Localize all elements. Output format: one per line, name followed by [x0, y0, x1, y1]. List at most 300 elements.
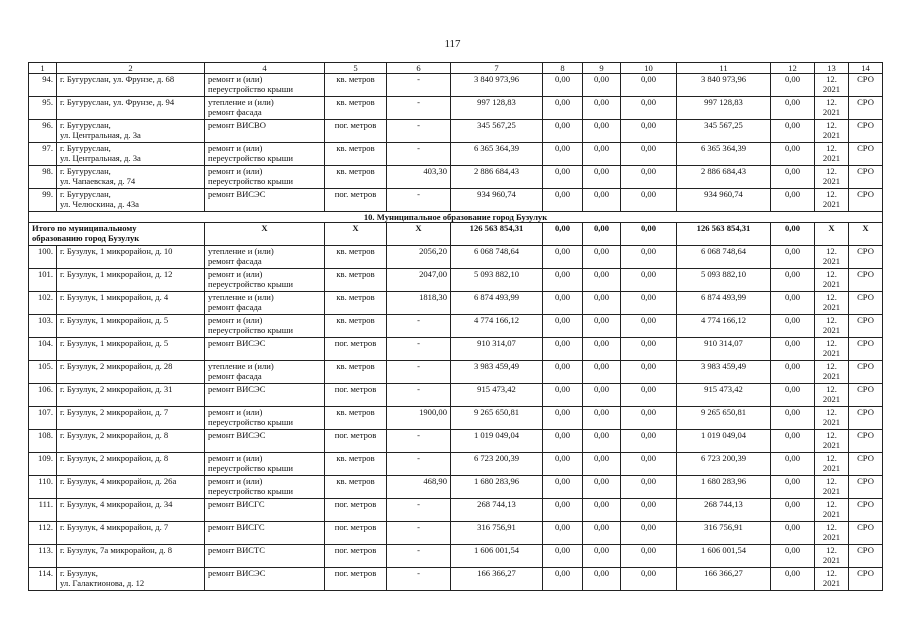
table-row — [29, 246, 883, 269]
total-cost-cell: 910 314,07 — [677, 338, 771, 361]
table-row — [29, 143, 883, 166]
column-number: 1 — [29, 63, 57, 74]
address-cell — [57, 407, 205, 430]
deadline-cell — [815, 120, 849, 143]
deadline-cell — [815, 522, 849, 545]
total-value-cell: 0,00 — [771, 223, 815, 246]
unit-cell: пог. метров — [325, 545, 387, 568]
address-cell — [57, 545, 205, 568]
work-type-cell — [205, 97, 325, 120]
total-cost-cell: 997 128,83 — [677, 97, 771, 120]
column-number-row — [29, 63, 883, 74]
work-type-cell-line: ремонт ВИСЭС — [208, 338, 266, 348]
value-cell: 0,00 — [543, 522, 583, 545]
column-number: 7 — [451, 63, 543, 74]
unit-cell: пог. метров — [325, 568, 387, 591]
unit-cell: пог. метров — [325, 499, 387, 522]
value-cell: 0,00 — [583, 269, 621, 292]
work-type-cell-line: ремонт ВИСТС — [208, 545, 266, 555]
address-cell — [57, 269, 205, 292]
total-cost-cell: 5 093 882,10 — [677, 269, 771, 292]
row-number: 114. — [29, 568, 57, 591]
value-cell: 0,00 — [583, 522, 621, 545]
deadline-cell — [815, 407, 849, 430]
method-cell: СРО — [849, 476, 883, 499]
total-cost-cell: 915 473,42 — [677, 384, 771, 407]
work-type-cell — [205, 384, 325, 407]
address-cell — [57, 97, 205, 120]
quantity-cell: 403,30 — [387, 166, 451, 189]
deadline-cell-line: 2021 — [822, 371, 841, 381]
method-cell: СРО — [849, 97, 883, 120]
total-cost-cell: 345 567,25 — [677, 120, 771, 143]
value-cell: 0,00 — [621, 453, 677, 476]
deadline-cell-line: 12. — [826, 338, 837, 348]
address-cell — [57, 189, 205, 212]
work-type-cell — [205, 568, 325, 591]
work-type-cell-line: ремонт ВИСГС — [208, 499, 265, 509]
deadline-cell-line: 2021 — [822, 176, 841, 186]
method-cell: СРО — [849, 166, 883, 189]
cost-cell: 6 365 364,39 — [451, 143, 543, 166]
value-cell: 0,00 — [543, 361, 583, 384]
deadline-cell-line: 2021 — [822, 256, 841, 266]
total-cost-cell: 3 983 459,49 — [677, 361, 771, 384]
address-cell-line: г. Бугуруслан, — [60, 120, 111, 130]
table-row — [29, 74, 883, 97]
table-row — [29, 568, 883, 591]
address-cell — [57, 476, 205, 499]
address-cell-line: ул. Галактионова, д. 12 — [60, 578, 145, 588]
total-value-cell: 0,00 — [583, 223, 621, 246]
page-number: 117 — [444, 38, 461, 50]
work-type-cell-line: утепление и (или) — [208, 361, 274, 371]
row-number: 100. — [29, 246, 57, 269]
unit-cell: пог. метров — [325, 338, 387, 361]
total-cost-cell: 6 365 364,39 — [677, 143, 771, 166]
value-cell: 0,00 — [771, 292, 815, 315]
deadline-cell-line: 12. — [826, 143, 837, 153]
work-type-cell-line: переустройство крыши — [208, 463, 293, 473]
deadline-cell-line: 2021 — [822, 279, 841, 289]
address-cell-line: г. Бузулук, 1 микрорайон, д. 5 — [60, 338, 169, 348]
method-cell: СРО — [849, 246, 883, 269]
row-number: 109. — [29, 453, 57, 476]
table-row — [29, 315, 883, 338]
unit-cell: пог. метров — [325, 384, 387, 407]
cost-cell: 166 366,27 — [451, 568, 543, 591]
unit-cell: кв. метров — [325, 97, 387, 120]
total-cost-cell: 4 774 166,12 — [677, 315, 771, 338]
cost-cell: 3 983 459,49 — [451, 361, 543, 384]
work-type-cell-line: ремонт фасада — [208, 256, 262, 266]
work-type-cell — [205, 522, 325, 545]
work-type-cell — [205, 453, 325, 476]
method-cell: СРО — [849, 545, 883, 568]
value-cell: 0,00 — [771, 74, 815, 97]
total-label — [29, 223, 205, 246]
value-cell: 0,00 — [771, 522, 815, 545]
value-cell: 0,00 — [771, 476, 815, 499]
cost-cell: 6 723 200,39 — [451, 453, 543, 476]
value-cell: 0,00 — [543, 315, 583, 338]
value-cell: 0,00 — [771, 338, 815, 361]
value-cell: 0,00 — [583, 246, 621, 269]
deadline-cell-line: 12. — [826, 246, 837, 256]
row-number: 113. — [29, 545, 57, 568]
unit-cell: кв. метров — [325, 476, 387, 499]
value-cell: 0,00 — [543, 430, 583, 453]
unit-cell: пог. метров — [325, 120, 387, 143]
quantity-cell: 2047,00 — [387, 269, 451, 292]
work-type-cell-line: утепление и (или) — [208, 292, 274, 302]
value-cell: 0,00 — [771, 189, 815, 212]
column-number: 9 — [583, 63, 621, 74]
cost-cell: 5 093 882,10 — [451, 269, 543, 292]
total-value-cell: 0,00 — [543, 223, 583, 246]
cost-cell: 1 606 001,54 — [451, 545, 543, 568]
value-cell: 0,00 — [583, 361, 621, 384]
address-cell-line: г. Бузулук, 1 микрорайон, д. 5 — [60, 315, 169, 325]
table-row — [29, 269, 883, 292]
value-cell: 0,00 — [543, 189, 583, 212]
table-row — [29, 384, 883, 407]
value-cell: 0,00 — [583, 545, 621, 568]
unit-cell: кв. метров — [325, 143, 387, 166]
capital-repair-table — [28, 62, 883, 591]
work-type-cell — [205, 269, 325, 292]
row-number: 101. — [29, 269, 57, 292]
quantity-cell: - — [387, 338, 451, 361]
deadline-cell-line: 12. — [826, 430, 837, 440]
unit-cell: пог. метров — [325, 189, 387, 212]
deadline-cell-line: 2021 — [822, 199, 841, 209]
work-type-cell-line: ремонт и (или) — [208, 269, 263, 279]
total-x-cell: Х — [815, 223, 849, 246]
table-row — [29, 407, 883, 430]
value-cell: 0,00 — [543, 476, 583, 499]
value-cell: 0,00 — [583, 120, 621, 143]
row-number: 111. — [29, 499, 57, 522]
work-type-cell-line: переустройство крыши — [208, 486, 293, 496]
column-number: 4 — [205, 63, 325, 74]
quantity-cell: 2056,20 — [387, 246, 451, 269]
row-number: 102. — [29, 292, 57, 315]
table-row — [29, 545, 883, 568]
quantity-cell: - — [387, 74, 451, 97]
cost-cell: 316 756,91 — [451, 522, 543, 545]
address-cell-line: г. Бузулук, 1 микрорайон, д. 12 — [60, 269, 173, 279]
work-type-cell-line: переустройство крыши — [208, 84, 293, 94]
table-row — [29, 120, 883, 143]
deadline-cell — [815, 545, 849, 568]
row-number: 98. — [29, 166, 57, 189]
value-cell: 0,00 — [771, 97, 815, 120]
work-type-cell-line: утепление и (или) — [208, 246, 274, 256]
column-number: 2 — [57, 63, 205, 74]
address-cell — [57, 361, 205, 384]
method-cell: СРО — [849, 315, 883, 338]
row-number: 103. — [29, 315, 57, 338]
value-cell: 0,00 — [771, 545, 815, 568]
deadline-cell — [815, 453, 849, 476]
row-number: 96. — [29, 120, 57, 143]
unit-cell: кв. метров — [325, 166, 387, 189]
value-cell: 0,00 — [621, 545, 677, 568]
deadline-cell-line: 12. — [826, 315, 837, 325]
work-type-cell-line: ремонт ВИСЭС — [208, 430, 266, 440]
value-cell: 0,00 — [583, 166, 621, 189]
table-row — [29, 166, 883, 189]
cost-cell: 6 068 748,64 — [451, 246, 543, 269]
work-type-cell-line: ремонт и (или) — [208, 74, 263, 84]
value-cell: 0,00 — [621, 166, 677, 189]
address-cell — [57, 315, 205, 338]
deadline-cell — [815, 499, 849, 522]
work-type-cell — [205, 292, 325, 315]
method-cell: СРО — [849, 361, 883, 384]
value-cell: 0,00 — [771, 499, 815, 522]
quantity-cell: - — [387, 189, 451, 212]
value-cell: 0,00 — [621, 568, 677, 591]
table-row — [29, 338, 883, 361]
value-cell: 0,00 — [583, 407, 621, 430]
value-cell: 0,00 — [543, 74, 583, 97]
method-cell: СРО — [849, 453, 883, 476]
cost-cell: 9 265 650,81 — [451, 407, 543, 430]
work-type-cell — [205, 74, 325, 97]
deadline-cell — [815, 384, 849, 407]
method-cell: СРО — [849, 338, 883, 361]
deadline-cell-line: 2021 — [822, 440, 841, 450]
deadline-cell-line: 12. — [826, 189, 837, 199]
deadline-cell — [815, 476, 849, 499]
unit-cell: пог. метров — [325, 522, 387, 545]
table-row — [29, 476, 883, 499]
cost-cell: 345 567,25 — [451, 120, 543, 143]
quantity-cell: - — [387, 361, 451, 384]
deadline-cell-line: 12. — [826, 384, 837, 394]
address-cell-line: г. Бузулук, 2 микрорайон, д. 8 — [60, 430, 169, 440]
total-cost-cell: 934 960,74 — [677, 189, 771, 212]
deadline-cell-line: 12. — [826, 269, 837, 279]
method-cell: СРО — [849, 499, 883, 522]
total-cost-cell: 1 680 283,96 — [677, 476, 771, 499]
work-type-cell-line: ремонт и (или) — [208, 476, 263, 486]
address-cell-line: г. Бугуруслан, — [60, 143, 111, 153]
address-cell — [57, 166, 205, 189]
value-cell: 0,00 — [621, 476, 677, 499]
work-type-cell — [205, 430, 325, 453]
column-number: 8 — [543, 63, 583, 74]
quantity-cell: - — [387, 97, 451, 120]
value-cell: 0,00 — [771, 120, 815, 143]
quantity-cell: - — [387, 143, 451, 166]
method-cell: СРО — [849, 120, 883, 143]
value-cell: 0,00 — [621, 315, 677, 338]
work-type-cell — [205, 120, 325, 143]
work-type-cell-line: ремонт и (или) — [208, 315, 263, 325]
method-cell: СРО — [849, 430, 883, 453]
work-type-cell-line: ремонт и (или) — [208, 453, 263, 463]
work-type-cell-line: ремонт ВИСЭС — [208, 568, 266, 578]
work-type-cell — [205, 407, 325, 430]
method-cell: СРО — [849, 407, 883, 430]
value-cell: 0,00 — [543, 97, 583, 120]
deadline-cell-line: 2021 — [822, 130, 841, 140]
section-title-row — [29, 212, 883, 223]
row-number: 99. — [29, 189, 57, 212]
value-cell: 0,00 — [543, 338, 583, 361]
column-number: 11 — [677, 63, 771, 74]
address-cell-line: г. Бузулук, 2 микрорайон, д. 7 — [60, 407, 169, 417]
cost-cell: 1 680 283,96 — [451, 476, 543, 499]
value-cell: 0,00 — [621, 246, 677, 269]
deadline-cell — [815, 97, 849, 120]
work-type-cell — [205, 246, 325, 269]
table-row — [29, 453, 883, 476]
work-type-cell — [205, 361, 325, 384]
quantity-cell: 468,90 — [387, 476, 451, 499]
value-cell: 0,00 — [583, 476, 621, 499]
work-type-cell-line: переустройство крыши — [208, 153, 293, 163]
work-type-cell-line: переустройство крыши — [208, 325, 293, 335]
value-cell: 0,00 — [583, 292, 621, 315]
address-cell-line: г. Бузулук, 1 микрорайон, д. 4 — [60, 292, 169, 302]
total-label-line: Итого по муниципальному — [32, 223, 137, 233]
address-cell-line: г. Бузулук, 4 микрорайон, д. 34 — [60, 499, 173, 509]
address-cell-line: ул. Челюскина, д. 43а — [60, 199, 139, 209]
method-cell: СРО — [849, 568, 883, 591]
work-type-cell — [205, 338, 325, 361]
column-number: 13 — [815, 63, 849, 74]
address-cell-line: ул. Центральная, д. 3а — [60, 130, 141, 140]
address-cell-line: г. Бузулук, 7а микрорайон, д. 8 — [60, 545, 172, 555]
value-cell: 0,00 — [621, 384, 677, 407]
column-number: 6 — [387, 63, 451, 74]
total-cost-cell: 6 068 748,64 — [677, 246, 771, 269]
column-number: 12 — [771, 63, 815, 74]
value-cell: 0,00 — [583, 315, 621, 338]
quantity-cell: - — [387, 568, 451, 591]
unit-cell: кв. метров — [325, 361, 387, 384]
work-type-cell — [205, 166, 325, 189]
value-cell: 0,00 — [583, 499, 621, 522]
address-cell — [57, 143, 205, 166]
work-type-cell-line: переустройство крыши — [208, 176, 293, 186]
method-cell: СРО — [849, 74, 883, 97]
quantity-cell: 1900,00 — [387, 407, 451, 430]
total-cost-cell: 1 606 001,54 — [677, 545, 771, 568]
address-cell — [57, 338, 205, 361]
cost-cell: 268 744,13 — [451, 499, 543, 522]
table-row — [29, 189, 883, 212]
work-type-cell — [205, 189, 325, 212]
address-cell-line: г. Бугуруслан, ул. Фрунзе, д. 94 — [60, 97, 175, 107]
deadline-cell-line: 12. — [826, 476, 837, 486]
unit-cell: кв. метров — [325, 246, 387, 269]
address-cell — [57, 453, 205, 476]
row-number: 94. — [29, 74, 57, 97]
method-cell: СРО — [849, 143, 883, 166]
value-cell: 0,00 — [621, 407, 677, 430]
row-number: 108. — [29, 430, 57, 453]
deadline-cell-line: 2021 — [822, 463, 841, 473]
deadline-cell-line: 2021 — [822, 325, 841, 335]
row-number: 95. — [29, 97, 57, 120]
deadline-cell-line: 2021 — [822, 153, 841, 163]
method-cell: СРО — [849, 269, 883, 292]
table-row — [29, 292, 883, 315]
deadline-cell-line: 12. — [826, 292, 837, 302]
unit-cell: кв. метров — [325, 407, 387, 430]
work-type-cell — [205, 499, 325, 522]
value-cell: 0,00 — [583, 384, 621, 407]
total-value-cell: 0,00 — [621, 223, 677, 246]
deadline-cell-line: 2021 — [822, 107, 841, 117]
value-cell: 0,00 — [771, 384, 815, 407]
value-cell: 0,00 — [771, 166, 815, 189]
work-type-cell-line: ремонт и (или) — [208, 143, 263, 153]
address-cell — [57, 522, 205, 545]
cost-cell: 2 886 684,43 — [451, 166, 543, 189]
section-title: 10. Муниципальное образование город Бузулук — [29, 212, 883, 223]
row-number: 105. — [29, 361, 57, 384]
work-type-cell-line: ремонт ВИСВО — [208, 120, 266, 130]
method-cell: СРО — [849, 384, 883, 407]
total-x-cell: Х — [325, 223, 387, 246]
deadline-cell — [815, 430, 849, 453]
deadline-cell — [815, 74, 849, 97]
work-type-cell-line: ремонт ВИСГС — [208, 522, 265, 532]
address-cell-line: г. Бугуруслан, — [60, 166, 111, 176]
value-cell: 0,00 — [543, 568, 583, 591]
total-cost-cell: 2 886 684,43 — [677, 166, 771, 189]
deadline-cell-line: 2021 — [822, 417, 841, 427]
work-type-cell-line: ремонт и (или) — [208, 166, 263, 176]
total-cost-cell: 9 265 650,81 — [677, 407, 771, 430]
value-cell: 0,00 — [771, 315, 815, 338]
address-cell — [57, 384, 205, 407]
work-type-cell-line: переустройство крыши — [208, 279, 293, 289]
total-x-cell: Х — [387, 223, 451, 246]
work-type-cell-line: ремонт ВИСЭС — [208, 189, 266, 199]
quantity-cell: - — [387, 120, 451, 143]
value-cell: 0,00 — [771, 430, 815, 453]
value-cell: 0,00 — [583, 568, 621, 591]
total-x-cell: Х — [205, 223, 325, 246]
value-cell: 0,00 — [583, 143, 621, 166]
unit-cell: кв. метров — [325, 74, 387, 97]
deadline-cell — [815, 143, 849, 166]
value-cell: 0,00 — [771, 143, 815, 166]
deadline-cell-line: 12. — [826, 522, 837, 532]
deadline-cell — [815, 315, 849, 338]
address-cell-line: г. Бугуруслан, ул. Фрунзе, д. 68 — [60, 74, 175, 84]
table-row — [29, 361, 883, 384]
total-cost-cell: 316 756,91 — [677, 522, 771, 545]
deadline-cell — [815, 338, 849, 361]
cost-cell: 915 473,42 — [451, 384, 543, 407]
quantity-cell: - — [387, 522, 451, 545]
row-number: 104. — [29, 338, 57, 361]
method-cell: СРО — [849, 522, 883, 545]
value-cell: 0,00 — [583, 430, 621, 453]
value-cell: 0,00 — [543, 143, 583, 166]
row-number: 110. — [29, 476, 57, 499]
address-cell-line: г. Бузулук, 4 микрорайон, д. 7 — [60, 522, 169, 532]
deadline-cell-line: 12. — [826, 568, 837, 578]
